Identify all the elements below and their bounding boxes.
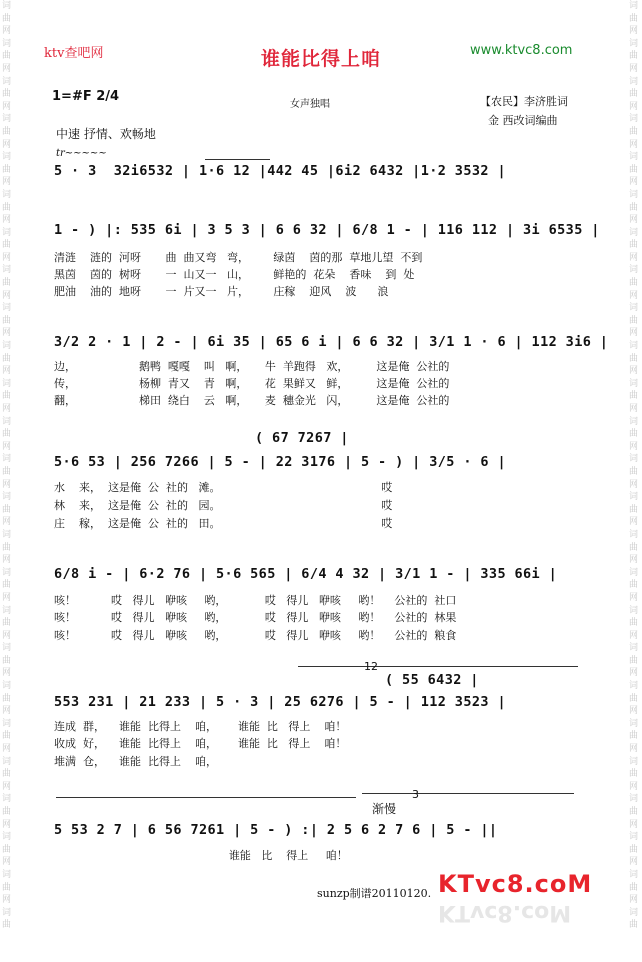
- side-watermark-char: 曲: [629, 315, 639, 326]
- side-watermark-char: 曲: [2, 920, 12, 931]
- side-watermark-char: 网: [629, 895, 639, 906]
- side-watermark-char: 词: [629, 605, 639, 616]
- lyric-row-5-verse-3: 咳！ 哎 得儿 咿咳 哟， 哎 得儿 咿咳 哟！ 公社的 粮食: [54, 629, 457, 642]
- side-watermark-char: 曲: [2, 807, 12, 817]
- side-watermark-char: 网: [629, 592, 639, 603]
- side-watermark-char: 词: [2, 227, 12, 238]
- side-watermark-char: 词: [2, 907, 12, 918]
- side-watermark-char: 词: [629, 76, 639, 87]
- side-watermark-char: 网: [2, 177, 12, 188]
- notation-row-7: 5 53 2 7 | 6 56 7261 | 5 - ) :| 2 5 6 2 7 6 | 5 - ||: [54, 822, 498, 838]
- side-watermark-char: 词: [629, 114, 639, 125]
- side-watermark-char: 曲: [629, 920, 639, 931]
- side-watermark-char: 曲: [629, 769, 639, 780]
- side-watermark-char: 曲: [629, 731, 639, 742]
- lyric-row-6-verse-1: 连成 群， 谁能 比得上 咱， 谁能 比 得上 咱！: [54, 720, 347, 733]
- side-watermark-char: 曲: [629, 542, 639, 553]
- side-watermark-char: 词: [2, 378, 12, 389]
- side-watermark-char: 词: [2, 605, 12, 616]
- side-watermark-char: 网: [629, 252, 639, 263]
- side-watermark-char: 词: [629, 492, 639, 503]
- side-watermark-char: 曲: [2, 240, 12, 251]
- side-watermark-char: 词: [2, 76, 12, 87]
- side-watermark-char: 曲: [629, 278, 639, 289]
- side-watermark-char: 曲: [629, 391, 639, 402]
- side-watermark-char: 词: [2, 643, 12, 654]
- watermark-right: www.ktvc8.com: [470, 43, 573, 58]
- side-watermark-char: 曲: [2, 655, 12, 666]
- side-watermark-char: 词: [629, 152, 639, 163]
- side-watermark-char: 网: [2, 857, 12, 868]
- side-watermark-char: 曲: [2, 89, 12, 100]
- tuplet-bracket: [205, 159, 270, 160]
- side-watermark-char: 词: [629, 529, 639, 540]
- side-watermark-char: 曲: [2, 466, 12, 477]
- side-watermark-char: 网: [2, 101, 12, 112]
- side-watermark-char: 网: [2, 139, 12, 150]
- side-watermark-char: 网: [2, 744, 12, 755]
- side-watermark-char: 曲: [2, 164, 12, 175]
- side-watermark-char: 曲: [2, 126, 12, 137]
- side-watermark-char: 词: [629, 416, 639, 427]
- side-watermark-char: 曲: [2, 504, 12, 515]
- side-watermark-char: 词: [2, 756, 12, 767]
- side-watermark-char: 词: [2, 529, 12, 540]
- side-watermark-char: 词: [2, 303, 12, 314]
- side-watermark-char: 词: [2, 38, 12, 49]
- side-watermark-char: 词: [629, 567, 639, 578]
- side-watermark-char: 曲: [629, 202, 639, 213]
- side-watermark-char: 网: [629, 781, 639, 792]
- side-watermark-char: 网: [629, 668, 639, 679]
- side-watermark-char: 网: [2, 215, 12, 226]
- side-watermark-char: 曲: [2, 429, 12, 440]
- side-watermark-char: 词: [629, 756, 639, 767]
- lyric-row-3-verse-1: 边， 鹅鸭 嘎嘎 叫 啊， 牛 羊跑得 欢， 这是俺 公社的: [54, 360, 450, 373]
- side-watermark-char: 词: [629, 378, 639, 389]
- performance-type: 女声独唱: [290, 99, 330, 110]
- side-watermark-char: 曲: [2, 580, 12, 591]
- side-watermark-char: 词: [2, 869, 12, 880]
- side-watermark-char: 曲: [629, 466, 639, 477]
- side-watermark-char: 曲: [629, 126, 639, 137]
- side-watermark-char: 曲: [2, 769, 12, 780]
- side-watermark-char: 网: [629, 404, 639, 414]
- lyric-row-3-verse-2: 传， 杨柳 青又 青 啊， 花 果鲜又 鲜， 这是俺 公社的: [54, 377, 450, 390]
- side-watermark-char: 曲: [2, 542, 12, 553]
- lyric-row-2-verse-1: 清涟 涟的 河呀 曲 曲又弯 弯， 绿茵 茵的那 草地儿望 不到: [54, 251, 423, 264]
- notation-row-6: 553 231 | 21 233 | 5 · 3 | 25 6276 | 5 - | 112 3523 |: [54, 694, 506, 710]
- lyric-row-4-verse-1: 水 来， 这是俺 公 社的 滩。 哎: [54, 481, 393, 494]
- side-watermark-char: 词: [2, 189, 12, 200]
- side-watermark-char: 词: [629, 303, 639, 314]
- side-watermark-char: 网: [629, 26, 639, 37]
- lyric-row-7: 谁能 比 得上 咱！: [54, 849, 348, 862]
- side-watermark-char: 词: [629, 794, 639, 805]
- side-watermark-left: [2, 0, 12, 932]
- lyric-row-4-verse-2: 林 来， 这是俺 公 社的 园。 哎: [54, 499, 393, 512]
- side-watermark-char: 网: [2, 630, 12, 641]
- side-watermark-char: 词: [2, 341, 12, 352]
- side-watermark-char: 曲: [629, 618, 639, 629]
- side-watermark-char: 网: [2, 555, 12, 566]
- side-watermark-char: 曲: [629, 807, 639, 817]
- side-watermark-char: 网: [629, 819, 639, 830]
- composer-credit: 金 西改词编曲: [488, 114, 558, 127]
- side-watermark-char: 网: [629, 517, 639, 528]
- side-watermark-char: 词: [629, 907, 639, 918]
- side-watermark-char: 曲: [2, 731, 12, 742]
- side-watermark-char: 网: [2, 517, 12, 528]
- side-watermark-char: 曲: [629, 693, 639, 704]
- side-watermark-char: 曲: [629, 844, 639, 855]
- side-watermark-char: 网: [2, 328, 12, 339]
- side-watermark-char: 曲: [2, 278, 12, 289]
- side-watermark-char: 网: [629, 479, 639, 490]
- side-watermark-char: 曲: [2, 353, 12, 364]
- volta-line-ending-1: [56, 797, 356, 798]
- side-watermark-char: 网: [2, 592, 12, 603]
- side-watermark-char: 曲: [2, 51, 12, 62]
- side-watermark-char: 曲: [629, 882, 639, 893]
- lyric-row-2-verse-2: 黑茵 茵的 树呀 一 山又一 山， 鲜艳的 花朵 香味 到 处: [54, 268, 415, 281]
- side-watermark-char: 网: [2, 781, 12, 792]
- lyric-row-3-verse-3: 翻， 梯田 绕白 云 啊， 麦 穗金光 闪， 这是俺 公社的: [54, 394, 450, 407]
- notation-row-3: 3/2 2 · 1 | 2 - | 6i 35 | 65 6 i | 6 6 32 | 3/1 1 · 6 | 112 3i6 |: [54, 334, 609, 350]
- side-watermark-char: 曲: [629, 51, 639, 62]
- side-watermark-char: 词: [629, 189, 639, 200]
- side-watermark-char: 词: [629, 341, 639, 352]
- side-watermark-char: 曲: [2, 202, 12, 213]
- side-watermark-char: 词: [2, 681, 12, 692]
- side-watermark-char: 曲: [629, 164, 639, 175]
- side-watermark-char: 网: [629, 177, 639, 188]
- side-watermark-char: 曲: [629, 655, 639, 666]
- side-watermark-char: 词: [2, 152, 12, 163]
- notation-row-4: 5·6 53 | 256 7266 | 5 - | 22 3176 | 5 - ) | 3/5 · 6 |: [54, 454, 506, 470]
- side-watermark-char: 网: [2, 26, 12, 37]
- side-watermark-char: 网: [2, 479, 12, 490]
- transcriber-credit: sunzp制谱20110120.: [317, 887, 432, 900]
- side-watermark-char: 曲: [629, 580, 639, 591]
- side-watermark-char: 网: [2, 668, 12, 679]
- lyric-row-2-verse-3: 肥油 油的 地呀 一 片又一 片， 庄稼 迎风 波 浪: [54, 285, 389, 298]
- side-watermark-char: 网: [2, 819, 12, 830]
- side-watermark-char: 网: [2, 252, 12, 263]
- side-watermark-char: 曲: [629, 353, 639, 364]
- side-watermark-char: 网: [629, 744, 639, 755]
- key-signature: 1=#F 2/4: [52, 89, 120, 104]
- watermark-left: ktv查吧网: [44, 46, 104, 61]
- side-watermark-char: 词: [2, 832, 12, 843]
- ritardando-mark: 渐慢: [372, 802, 397, 816]
- volta-marker-3: 3: [412, 788, 419, 801]
- side-watermark-char: 曲: [629, 504, 639, 515]
- side-watermark-char: 曲: [2, 844, 12, 855]
- side-watermark-char: 网: [629, 328, 639, 339]
- side-watermark-char: 词: [2, 492, 12, 503]
- side-watermark-char: 词: [2, 1, 12, 11]
- notation-row-5: 6/8 i - | 6·2 76 | 5·6 565 | 6/4 4 32 | 3/1 1 - | 335 66i |: [54, 566, 558, 582]
- side-watermark-char: 词: [629, 643, 639, 654]
- side-watermark-char: 曲: [629, 89, 639, 100]
- interlude-notes-2: ( 55 6432 |: [385, 672, 479, 688]
- side-watermark-char: 词: [2, 265, 12, 276]
- side-watermark-char: 网: [629, 63, 639, 74]
- volta-line-1-2: [298, 666, 578, 667]
- side-watermark-char: 词: [629, 227, 639, 238]
- brand-logo-reflection: KTvc8.coM: [438, 900, 572, 925]
- side-watermark-char: 网: [629, 139, 639, 150]
- lyric-row-5-verse-1: 咳！ 哎 得儿 咿咳 哟， 哎 得儿 咿咳 哟！ 公社的 社口: [54, 594, 457, 607]
- lyric-row-4-verse-3: 庄 稼， 这是俺 公 社的 田。 哎: [54, 517, 393, 530]
- side-watermark-char: 网: [2, 706, 12, 717]
- side-watermark-char: 网: [629, 101, 639, 112]
- side-watermark-char: 网: [629, 366, 639, 377]
- side-watermark-char: 网: [629, 215, 639, 226]
- volta-line-ending-3: [362, 793, 574, 794]
- side-watermark-char: 词: [629, 265, 639, 276]
- side-watermark-char: 词: [2, 718, 12, 729]
- side-watermark-char: 词: [2, 416, 12, 427]
- side-watermark-char: 词: [2, 794, 12, 805]
- interlude-notes: ( 67 7267 |: [255, 430, 349, 446]
- side-watermark-char: 词: [629, 832, 639, 843]
- ornament-mark: tr~~~~~: [56, 148, 107, 159]
- side-watermark-char: 网: [629, 555, 639, 566]
- side-watermark-char: 词: [629, 681, 639, 692]
- side-watermark-char: 网: [629, 630, 639, 641]
- side-watermark-char: 曲: [629, 13, 639, 24]
- side-watermark-char: 网: [629, 290, 639, 301]
- side-watermark-char: 网: [2, 895, 12, 906]
- side-watermark-char: 曲: [629, 429, 639, 440]
- side-watermark-char: 曲: [2, 693, 12, 704]
- side-watermark-char: 网: [2, 441, 12, 452]
- side-watermark-char: 网: [629, 857, 639, 868]
- side-watermark-char: 词: [2, 114, 12, 125]
- side-watermark-char: 曲: [2, 391, 12, 402]
- side-watermark-char: 曲: [2, 618, 12, 629]
- side-watermark-char: 曲: [2, 882, 12, 893]
- side-watermark-char: 词: [629, 38, 639, 49]
- notation-row-2: 1 - ) |: 535 6i | 3 5 3 | 6 6 32 | 6/8 1 - | 116 112 | 3i 6535 |: [54, 222, 600, 238]
- side-watermark-char: 网: [2, 290, 12, 301]
- lyric-row-6-verse-2: 收成 好， 谁能 比得上 咱， 谁能 比 得上 咱！: [54, 737, 347, 750]
- notation-row-1: 5 · 3 32i6532 | 1·6 12 |442 45 |6i2 6432 |1·2 3532 |: [54, 163, 506, 179]
- side-watermark-right: [629, 0, 639, 932]
- side-watermark-char: 网: [629, 441, 639, 452]
- side-watermark-char: 曲: [2, 315, 12, 326]
- side-watermark-char: 曲: [629, 240, 639, 251]
- side-watermark-char: 词: [2, 567, 12, 578]
- volta-marker-1-2: 12: [364, 660, 378, 673]
- side-watermark-char: 曲: [2, 13, 12, 24]
- song-title: 谁能比得上咱: [260, 48, 381, 70]
- side-watermark-char: 网: [629, 706, 639, 717]
- lyric-row-6-verse-3: 堆满 仓， 谁能 比得上 咱，: [54, 755, 217, 768]
- side-watermark-char: 词: [629, 869, 639, 880]
- side-watermark-char: 网: [2, 404, 12, 414]
- side-watermark-char: 词: [629, 1, 639, 11]
- brand-logo: KTvc8.coM: [438, 870, 593, 898]
- lyric-row-5-verse-2: 咳！ 哎 得儿 咿咳 哟， 哎 得儿 咿咳 哟！ 公社的 林果: [54, 611, 457, 624]
- side-watermark-char: 网: [2, 366, 12, 377]
- side-watermark-char: 词: [2, 454, 12, 465]
- side-watermark-char: 网: [2, 63, 12, 74]
- lyricist-credit: 【农民】李济胜词: [480, 95, 568, 108]
- side-watermark-char: 词: [629, 454, 639, 465]
- side-watermark-char: 词: [629, 718, 639, 729]
- tempo-marking: 中速 抒情、欢畅地: [56, 127, 156, 141]
